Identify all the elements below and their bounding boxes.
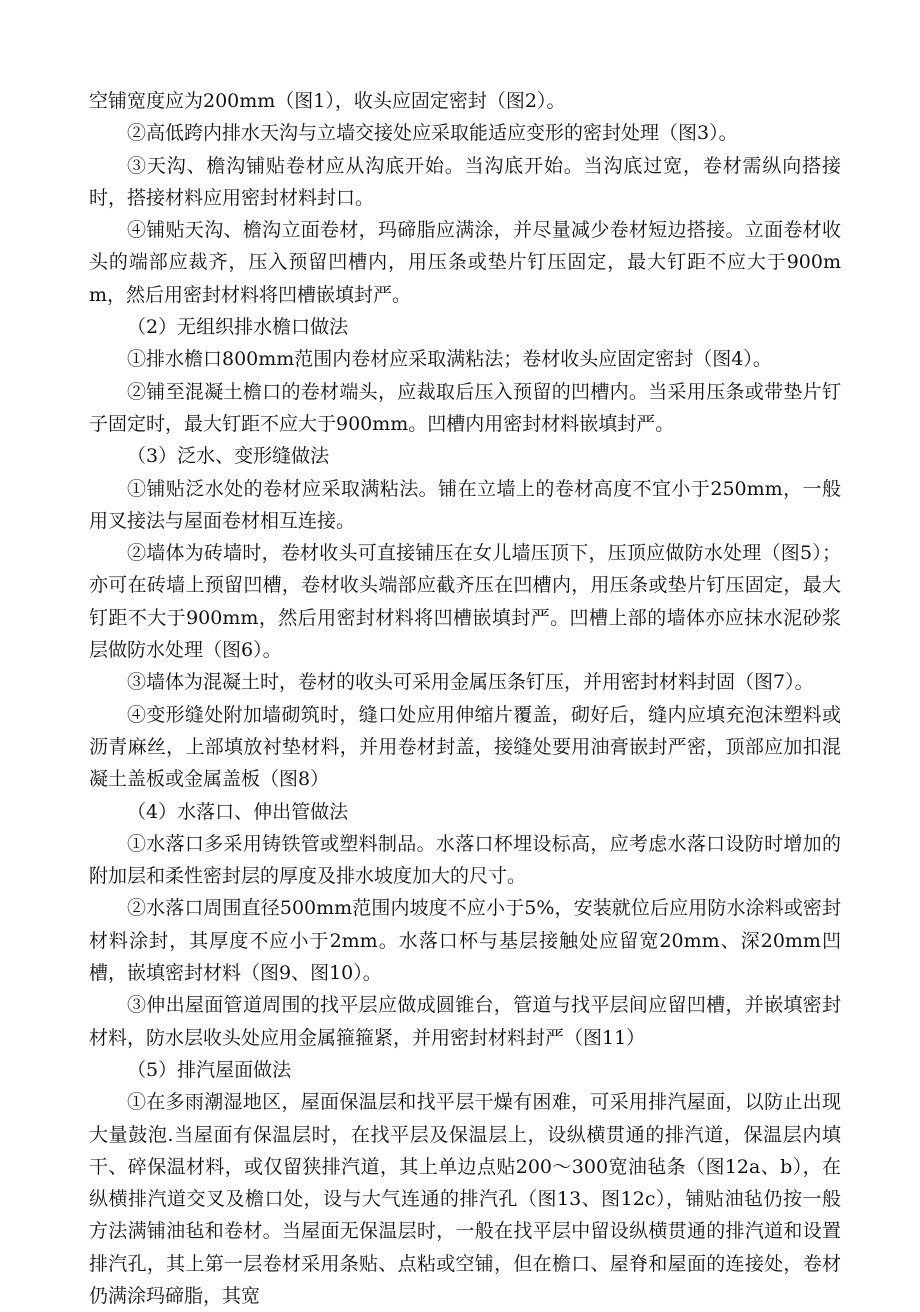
paragraph-item: ③墙体为混凝土时，卷材的收头可采用金属压条钉压，并用密封材料封固（图7）。 [127, 671, 814, 694]
paragraph-item: ③伸出屋面管道周围的找平层应做成圆锥台，管道与找平层间应留凹槽，并嵌填密封材料，防水层收头处应用金属箍箍紧，并用密封材料封严（图11） [89, 994, 841, 1049]
paragraph-continuation: 空铺宽度应为200mm（图1），收头应固定密封（图2）。 [89, 90, 566, 112]
paragraph-item: ②铺至混凝土檐口的卷材端头，应裁取后压入预留的凹槽内。当采用压条或带垫片钉子固定时，最大钉距不应大于900mm。凹槽内用密封材料嵌填封严。 [89, 380, 841, 435]
section-heading: （5）排汽屋面做法 [127, 1058, 292, 1081]
section-heading: （4）水落口、伸出管做法 [127, 800, 349, 823]
section-heading: （2）无组织排水檐口做法 [127, 316, 349, 339]
paragraph-item: ④变形缝处附加墙砌筑时，缝口处应用伸缩片覆盖，砌好后，缝内应填充泡沫塑料或沥青麻丝，上部填放衬垫材料，并用卷材封盖，接缝处要用油膏嵌封严密，顶部应加扣混凝土盖板或金属盖板（图8） [89, 703, 841, 791]
document-body [89, 85, 841, 1312]
section-heading: （3）泛水、变形缝做法 [127, 445, 330, 468]
paragraph-item: ①铺贴泛水处的卷材应采取满粘法。铺在立墙上的卷材高度不宜小于250mm，一般用叉接法与屋面卷材相互连接。 [89, 477, 841, 532]
paragraph-item: ②水落口周围直径500mm范围内坡度不应小于5%，安装就位后应用防水涂料或密封材料涂封，其厚度不应小于2mm。水落口杯与基层接触处应留宽20mm、深20mm凹槽，嵌填密封材料（图9、图10）。 [89, 897, 841, 985]
paragraph-item: ②高低跨内排水天沟与立墙交接处应采取能适应变形的密封处理（图3）。 [127, 122, 738, 145]
paragraph-item: ③天沟、檐沟铺贴卷材应从沟底开始。当沟底开始。当沟底过宽，卷材需纵向搭接时，搭接材料应用密封材料封口。 [89, 154, 841, 209]
paragraph-item: ④铺贴天沟、檐沟立面卷材，玛碲脂应满涂，并尽量减少卷材短边搭接。立面卷材收头的端部应裁齐，压入预留凹槽内，用压条或垫片钉压固定，最大钉距不应大于900mm，然后用密封材料将凹槽嵌填封严。 [89, 219, 841, 306]
paragraph-item: ①排水檐口800mm范围内卷材应采取满粘法；卷材收头应固定密封（图4）。 [127, 348, 772, 371]
paragraph-item: ②墙体为砖墙时，卷材收头可直接铺压在女儿墙压顶下，压顶应做防水处理（图5）；亦可在砖墙上预留凹槽，卷材收头端部应截齐压在凹槽内，用压条或垫片钉压固定，最大钉距不大于900mm，然后用密封材料将凹槽嵌填封严。凹槽上部的墙体亦应抹水泥砂浆层做防水处理（图6）。 [89, 542, 841, 662]
paragraph-item: ①水落口多采用铸铁管或塑料制品。水落口杯埋设标高，应考虑水落口设防时增加的附加层和柔性密封层的厚度及排水坡度加大的尺寸。 [89, 832, 841, 888]
paragraph-item: ①在多雨潮湿地区，屋面保温层和找平层干燥有困难，可采用排汽屋面，以防止出现大量鼓泡.当屋面有保温层时，在找平层及保温层上，设纵横贯通的排汽道，保温层内填干、碎保温材料，或仅留狭排汽道，其上单边点贴200～300宽油毡条（图12a、b），在纵横排汽道交叉及檐口处，设与大气连通的排汽孔（图13、图12c），铺贴油毡仍按一般方法满铺油毡和卷材。当屋面无保温层时，一般在找平层中留设纵横贯通的排汽道和设置排汽孔，其上第一层卷材采用条贴、点粘或空铺，但在檐口、屋脊和屋面的连接处，卷材仍满涂玛碲脂，其宽 [89, 1091, 841, 1307]
